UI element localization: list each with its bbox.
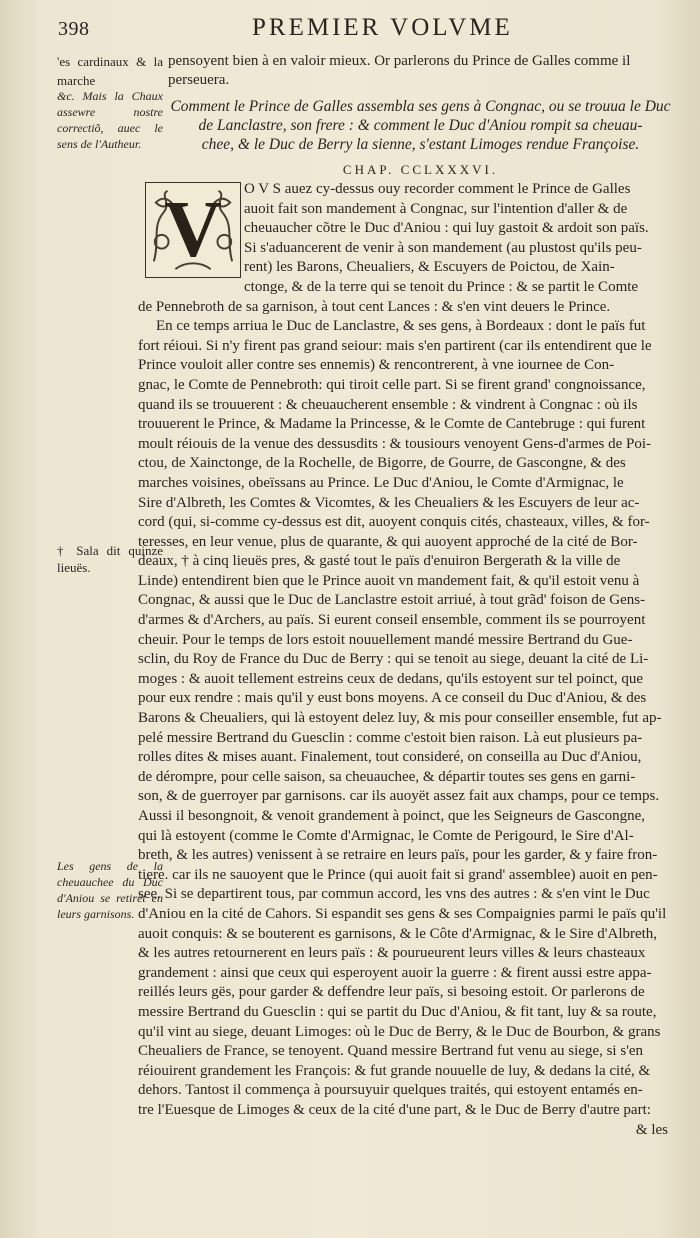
text-line: teresses, en leur venue, plus de quarante, & qui auoyent approché de la cité de Bor- <box>138 533 638 550</box>
text-line: auoit conquis: & se bouterent es garnisons, & le Côte d'Armignac, & le Sire d'Albreth, <box>138 925 658 942</box>
text-line: dehors. Tantost il commença à poursuyuir quelques traités, qui estoyent entamés en- <box>138 1082 643 1099</box>
text-line: réiouirent grandement les François: & fut grande nouuelle de luy, & dedans la cité, & <box>138 1062 651 1079</box>
running-title: PREMIER VOLVME <box>252 14 513 41</box>
text-line: pour eux rendre : mais qu'il y eust bons moyens. A ce conseil du Duc d'Aniou, & des <box>138 690 647 707</box>
text-line: d'Aniou en la cité de Cahors. Si espandit ses gens & ses Compaignies parmi le païs qu'il <box>138 905 667 922</box>
text-line: auoit fait son mandement à Congnac, sur l'intention d'aller & de <box>244 200 628 217</box>
text-line: qui là estoyent (comme le Comte d'Armignac, le Comte de Perigourd, le Sire d'Al- <box>138 827 634 844</box>
text-line: de Pennebroth de sa garnison, à tout cent Lances : & s'en vint deuers le Prince. <box>138 298 611 315</box>
text-line: ctou, de Xainctonge, de la Rochelle, de Bigorre, de Gourre, de Gascongne, & des <box>138 455 626 472</box>
text-line: see. Si se departirent tous, par commun accord, les vns des autres : & s'en vint le Duc <box>138 886 650 903</box>
catchword: & les <box>635 1121 668 1138</box>
chapter-title-line: chee, & le Duc de Berry la sienne, s'estant Limoges rendue Françoise. <box>201 136 640 153</box>
text-line: son, & de guerroyer par garnisons. car ils auoyët assez fait aux champs, pour ce temps. <box>138 788 660 805</box>
text-line: fort réioui. Si n'y firent pas grand seiour: mais s'en partirent (car ils entendirent que le <box>138 337 652 354</box>
drop-cap-letter: V <box>164 185 222 274</box>
text-line: Aussi il besongnoit, & venoit grandement à poinct, que les Seigneurs de Gascongne, <box>138 808 645 824</box>
text-line: pelé messire Bertrand du Guesclin : comme c'estoit bien raison. Là eut plusieurs pa- <box>138 729 643 746</box>
text-line: breth, & les autres) venissent à se retraire en leurs païs, pour les garder, & y faire fron- <box>138 847 658 864</box>
text-line: Sire d'Albreth, les Comtes & Vicomtes, & les Cheualiers & les Escuyers de leur ac- <box>138 494 640 511</box>
text-line: perseuera. <box>168 72 230 88</box>
text-line: sclin, du Roy de France du Duc de Berry : qui se tenoit au siege, deuant la cité de Li- <box>138 651 649 668</box>
text-line: trouuerent le Prince, & Madame la Princesse, & le Comte de Cantebruge : qui furent <box>138 416 646 433</box>
text-line: tre l'Euesque de Limoges & ceux de la cité d'une part, & le Duc de Berry d'autre part: <box>138 1101 651 1118</box>
text-line: Linde) entendirent bien que le Prince auoit vn mandement fait, & qu'il estoit venu à <box>138 572 640 589</box>
text-line: Congnac, & aussi que le Duc de Lanclastre estoit arriué, à tout grãd' foison de Gens- <box>138 592 646 609</box>
previous-chapter-end <box>168 52 673 90</box>
text-line: moges : & auoit tellement estreins ceux de dedans, qu'ils estoyent sur tel poinct, que <box>138 670 644 687</box>
text-line: moult réiouis de la venue des dessusdits : & tousiours venoyent Gens-d'armes de Poi- <box>138 435 652 452</box>
text-line: O V S auez cy-dessus ouy recorder comment le Prince de Galles <box>244 181 631 197</box>
chapter-title-line: de Lanclastre, son frere : & comment le Duc d'Aniou rompit sa cheuau- <box>198 117 643 134</box>
margin-note-sala: † Sala dit quinze lieuës. <box>57 543 163 575</box>
text-line: de dérompre, pour celle saison, sa cheuauchee, & départir toutes ses gens en garni- <box>138 768 636 785</box>
text-line: qu'il vint au siege, deuant Limoges: où le Duc de Berry, & le Duc de Bourbon, & grans <box>138 1023 661 1040</box>
text-line: messire Bertrand du Guesclin : qui se partit du Duc d'Aniou, & fit tant, luy & sa route, <box>138 1003 657 1020</box>
text-line: rent) les Barons, Cheualiers, & Escuyers de Poictou, de Xain- <box>244 259 615 276</box>
text-line: cheuaucher cõtre le Duc d'Aniou : qui luy gastoit & ardoit son païs. <box>244 220 649 237</box>
margin-note-garrisons: Les gens de la cheuauchee du Duc d'Aniou se retirët en leurs garnisons. <box>57 859 163 921</box>
text-line: cheuir. Pour le temps de lors estoit nouuellement mandé messire Bertrand du Gue- <box>138 631 633 648</box>
text-line: Prince vouloit aller contre ses ennemis) & rencontrerent, à vne iournee de Con- <box>138 357 615 374</box>
text-line: ctonge, & de la terre qui se tenoit du Prince : & se partit le Comte <box>244 278 639 295</box>
page-header <box>0 12 700 42</box>
chapter-number: CHAP. CCLXXXVI. <box>342 162 499 177</box>
margin-continuation: 'es cardinaux & la marche <box>57 54 163 88</box>
text-line: reillés leurs gës, pour garder & deffendre leur païs, si besoing estoit. Or parlerons de <box>138 984 645 1001</box>
body-text <box>138 180 668 1140</box>
text-line: quand ils se trouuerent : & cheuaucherent ensemble : & vindrent à Congnac : où ils <box>138 396 638 413</box>
text-line: gnac, le Comte de Pennebroth: qui tiroit celle part. Si se firent grand' congnoissance, <box>138 376 646 393</box>
margin-note-correction: &c. Mais la Chaux assewre nostre correctiõ, auec le sens de l'Autheur. <box>57 89 163 151</box>
text-line: & les autres retournerent en leurs païs : & pourueurent leurs villes & leurs chasteaux <box>138 945 646 962</box>
text-line: Si s'aduancerent de venir à son mandement (au plustost qu'ils peu- <box>244 239 642 256</box>
text-line: grandement : ainsi que ceux qui esperoyent auoir la guerre : & firent aussi estre appa- <box>138 964 652 981</box>
text-line: rolles dites & mises auant. Finalement, tout consideré, on conseilla au Duc d'Aniou, <box>138 749 642 766</box>
page-number: 398 <box>58 18 90 40</box>
text-line: tiere. car ils ne sauoyent que le Prince (qui auoit fait si grand' assemblee) auoit en pen- <box>138 866 658 883</box>
text-line: cord (qui, si-comme cy-dessus est dit, auoyent conquis cités, chasteaux, villes, & for- <box>138 514 650 531</box>
chapter-title-line: Comment le Prince de Galles assembla ses gens à Congnac, ou se trouua le Duc <box>170 98 671 115</box>
text-line: pensoyent bien à en valoir mieux. Or parlerons du Prince de Galles comme il <box>168 53 631 69</box>
text-line: deaux, † à cinq lieuës pres, & gasté tout le païs d'enuiron Bergerath & la ville de <box>138 553 621 570</box>
text-line: marches voisines, obeïssans au Prince. Le Duc d'Aniou, le Comte d'Armignac, le <box>138 474 624 491</box>
chapter-title <box>168 97 673 154</box>
text-line: Barons & Cheualiers, qui là estoyent delez luy, & mis pour conseiller ensemble, fut ap- <box>138 710 662 727</box>
text-line: Cheualiers de France, se tenoyent. Quand messire Bertrand fut venu au siege, si s'en <box>138 1043 644 1060</box>
text-line: En ce temps arriua le Duc de Lanclastre, & ses gens, à Bordeaux : dont le païs fut <box>156 318 646 335</box>
text-line: d'armes & d'Archers, au païs. Si eurent conseil ensemble, comment ils se pourroyent <box>138 612 646 629</box>
